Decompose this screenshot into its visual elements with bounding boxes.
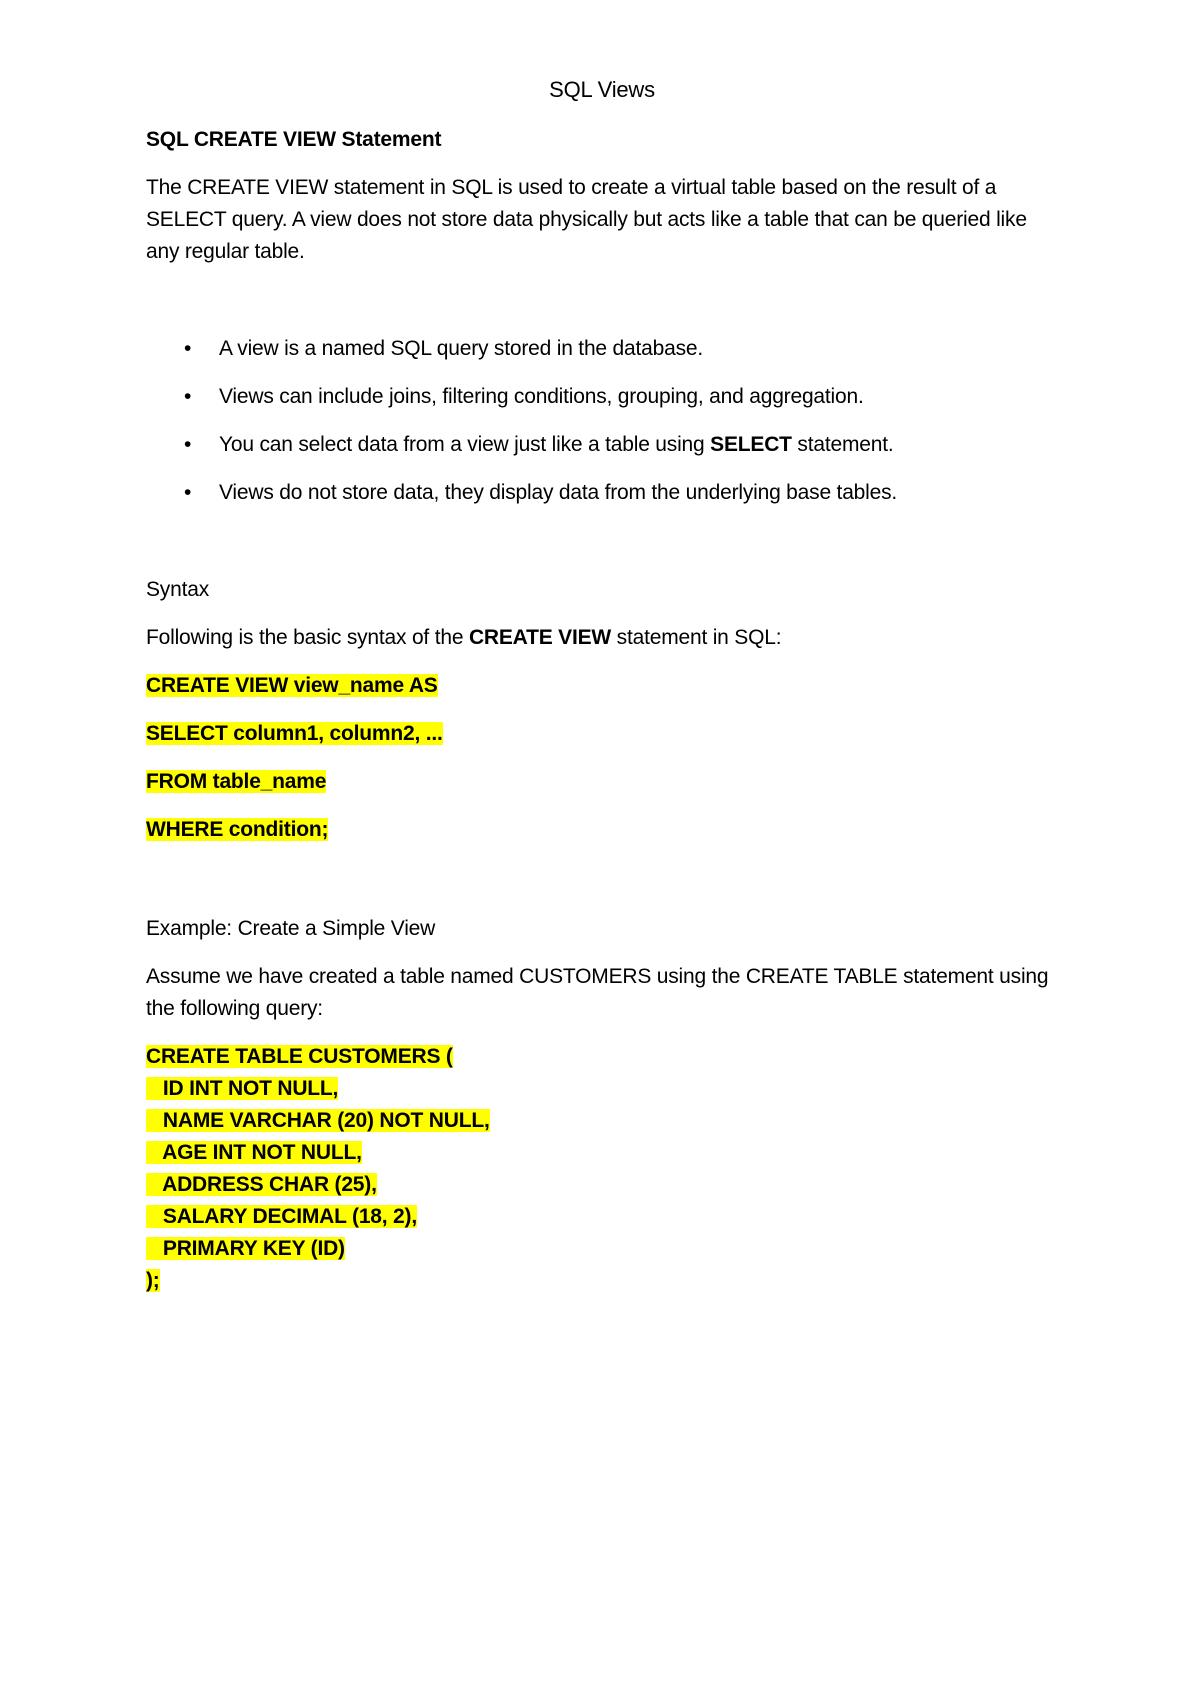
code-line [146, 1233, 490, 1265]
syntax-code-block [146, 670, 443, 862]
create-view-keyword: CREATE VIEW [468, 626, 612, 649]
code-line [146, 1265, 490, 1297]
syntax-line [146, 718, 443, 766]
syntax-line [146, 670, 443, 718]
example-intro: Assume we have created a table named CUSTOMERS using the CREATE TABLE statement using the following query: [146, 965, 1049, 1020]
highlighted-code: ADDRESS CHAR (25), [146, 1173, 377, 1196]
highlighted-code: PRIMARY KEY (ID) [146, 1237, 345, 1260]
syntax-line [146, 814, 443, 862]
bullet-list [146, 333, 1061, 525]
bullet-icon: • [184, 337, 192, 360]
highlighted-code: WHERE condition; [146, 818, 329, 841]
list-item-text-before: You can select data from a view just like a table using [219, 433, 711, 456]
highlighted-code: ID INT NOT NULL, [146, 1077, 339, 1100]
highlighted-code: NAME VARCHAR (20) NOT NULL, [146, 1109, 490, 1132]
syntax-line [146, 766, 443, 814]
list-item [146, 429, 1061, 477]
bullet-icon: • [184, 481, 192, 504]
syntax-label: Syntax [146, 578, 209, 601]
highlighted-code: ); [146, 1269, 160, 1292]
code-line [146, 1041, 490, 1073]
create-table-code-block [146, 1041, 490, 1297]
list-item [146, 333, 1061, 381]
syntax-intro-after: statement in SQL: [611, 626, 782, 649]
code-line [146, 1137, 490, 1169]
code-line [146, 1073, 490, 1105]
list-item [146, 381, 1061, 429]
highlighted-code: AGE INT NOT NULL, [146, 1141, 362, 1164]
list-item-text: A view is a named SQL query stored in the database. [219, 337, 703, 360]
section-heading: SQL CREATE VIEW Statement [146, 128, 442, 151]
example-label: Example: Create a Simple View [146, 917, 436, 940]
code-line [146, 1169, 490, 1201]
list-item-text: Views do not store data, they display data from the underlying base tables. [219, 481, 898, 504]
select-keyword: SELECT [710, 433, 792, 456]
syntax-intro-before: Following is the basic syntax of the [146, 626, 469, 649]
highlighted-code: CREATE VIEW view_name AS [146, 674, 438, 697]
list-item-text [219, 433, 893, 456]
bullet-icon: • [184, 385, 192, 408]
syntax-intro [146, 622, 781, 654]
highlighted-code: SELECT column1, column2, ... [146, 722, 443, 745]
highlighted-code: CREATE TABLE CUSTOMERS ( [146, 1045, 453, 1068]
highlighted-code: FROM table_name [146, 770, 327, 793]
list-item-text-after: statement. [791, 433, 894, 456]
code-line [146, 1105, 490, 1137]
list-item [146, 477, 1061, 525]
page-title: SQL Views [549, 77, 655, 102]
list-item-text: Views can include joins, filtering conditions, grouping, and aggregation. [219, 385, 864, 408]
highlighted-code: SALARY DECIMAL (18, 2), [146, 1205, 417, 1228]
bullet-icon: • [184, 433, 192, 456]
intro-paragraph: The CREATE VIEW statement in SQL is used to create a virtual table based on the result of a SELECT query. A view does not store data physically but acts like a table that can be queried like any regular table. [146, 176, 1027, 263]
code-line [146, 1201, 490, 1233]
